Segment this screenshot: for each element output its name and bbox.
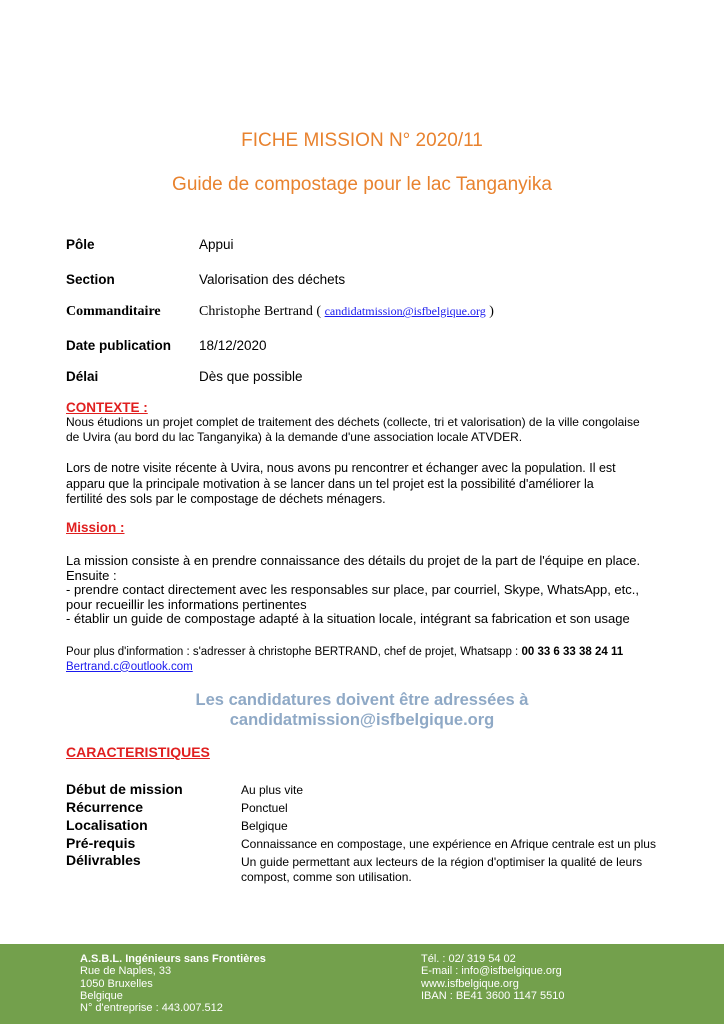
field-label-section: Section (66, 272, 115, 287)
field-value-delai: Dès que possible (199, 369, 303, 384)
mission-line1: La mission consiste à en prendre connaissance des détails du projet de la part de l'équipe en place. (66, 553, 641, 568)
char-label-localisation: Localisation (66, 817, 148, 833)
commanditaire-email-link[interactable]: candidatmission@isfbelgique.org (324, 304, 486, 318)
mission-info (66, 645, 666, 674)
mission-body (66, 554, 666, 627)
char-value-localisation: Belgique (241, 819, 288, 833)
candidatures-line1: Les candidatures doivent être adressées à (195, 691, 529, 709)
char-value-recurrence: Ponctuel (241, 801, 288, 815)
footer-iban: IBAN : BE41 3600 1147 5510 (421, 989, 565, 1002)
char-label-recurrence: Récurrence (66, 799, 144, 815)
footer-address2: 1050 Bruxelles (80, 977, 153, 990)
mission-line2: Ensuite : (66, 567, 117, 583)
char-label-prerequis: Pré-requis (66, 835, 136, 851)
footer-tel: Tél. : 02/ 319 54 02 (421, 953, 516, 965)
mission-info-phone: 00 33 6 33 38 24 11 (521, 646, 624, 658)
commanditaire-name: Christophe Bertrand ( (199, 304, 322, 319)
contexte-p2-line3: fertilité des sols par le compostage de déchets ménagers. (66, 492, 386, 506)
field-label-pole: Pôle (66, 237, 95, 252)
footer-address1: Rue de Naples, 33 (80, 965, 172, 978)
footer-org-name: A.S.B.L. Ingénieurs sans Frontières (80, 953, 266, 965)
mission-heading: Mission : (66, 520, 125, 535)
field-label-commanditaire: Commanditaire (66, 304, 161, 319)
footer-bar (0, 944, 724, 1024)
caracteristiques-heading: CARACTERISTIQUES (66, 744, 210, 760)
mission-line4: pour recueillir les informations pertinentes (66, 596, 307, 612)
mission-info-email-link[interactable]: Bertrand.c@outlook.com (66, 660, 193, 673)
mission-info-line (66, 645, 666, 660)
char-label-debut: Début de mission (66, 781, 183, 797)
contexte-paragraph-2 (66, 461, 666, 508)
footer-country: Belgique (80, 989, 123, 1002)
field-value-section: Valorisation des déchets (199, 272, 346, 287)
footer-email: E-mail : info@isfbelgique.org (421, 965, 562, 978)
footer-web: www.isfbelgique.org (421, 977, 519, 990)
char-value-delivrables (241, 855, 681, 885)
commanditaire-suffix: ) (489, 304, 494, 319)
page-title: FICHE MISSION N° 2020/11 (241, 130, 483, 151)
field-value-commanditaire (199, 304, 494, 320)
contexte-p1-line2: de Uvira (au bord du lac Tanganyika) à la demande d'une association locale ATVDER. (66, 429, 523, 444)
contexte-paragraph-1 (66, 415, 666, 444)
mission-info-text: Pour plus d'information : s'adresser à christophe BERTRAND, chef de projet, Whatsapp : (66, 646, 522, 658)
footer-enterprise: N° d'entreprise : 443.007.512 (80, 1002, 223, 1015)
contexte-heading: CONTEXTE : (66, 400, 148, 415)
contexte-p2-line1: Lors de notre visite récente à Uvira, nous avons pu rencontrer et échanger avec la population. Il est (66, 461, 616, 475)
field-value-date: 18/12/2020 (199, 338, 267, 353)
char-value-debut: Au plus vite (241, 783, 304, 797)
contexte-p1-line1: Nous étudions un projet complet de traitement des déchets (collecte, tri et valorisation) de la ville congolaise (66, 415, 640, 429)
contexte-p2-line2: apparu que la principale motivation à se lancer dans un tel projet est la possibilité d'améliorer la (66, 476, 594, 491)
char-value-delivrables-line2: compost, comme son utilisation. (241, 870, 412, 884)
field-label-date: Date publication (66, 338, 172, 353)
footer-contact-block (421, 953, 565, 1002)
mission-line5: - établir un guide de compostage adapté à la situation locale, intégrant sa fabrication et son usage (66, 611, 630, 626)
field-value-pole: Appui (199, 237, 234, 252)
mission-line3: - prendre contact directement avec les responsables sur place, par courriel, Skype, WhatsApp, etc., (66, 582, 639, 597)
field-label-delai: Délai (66, 369, 99, 384)
char-label-delivrables: Délivrables (66, 852, 141, 868)
candidatures-email: candidatmission@isfbelgique.org (229, 711, 495, 729)
char-value-prerequis: Connaissance en compostage, une expérience en Afrique centrale est un plus (241, 837, 656, 851)
char-value-delivrables-line1: Un guide permettant aux lecteurs de la région d'optimiser la qualité de leurs (241, 855, 643, 869)
footer-address-block (80, 953, 266, 1014)
page-subtitle: Guide de compostage pour le lac Tanganyika (172, 174, 552, 195)
